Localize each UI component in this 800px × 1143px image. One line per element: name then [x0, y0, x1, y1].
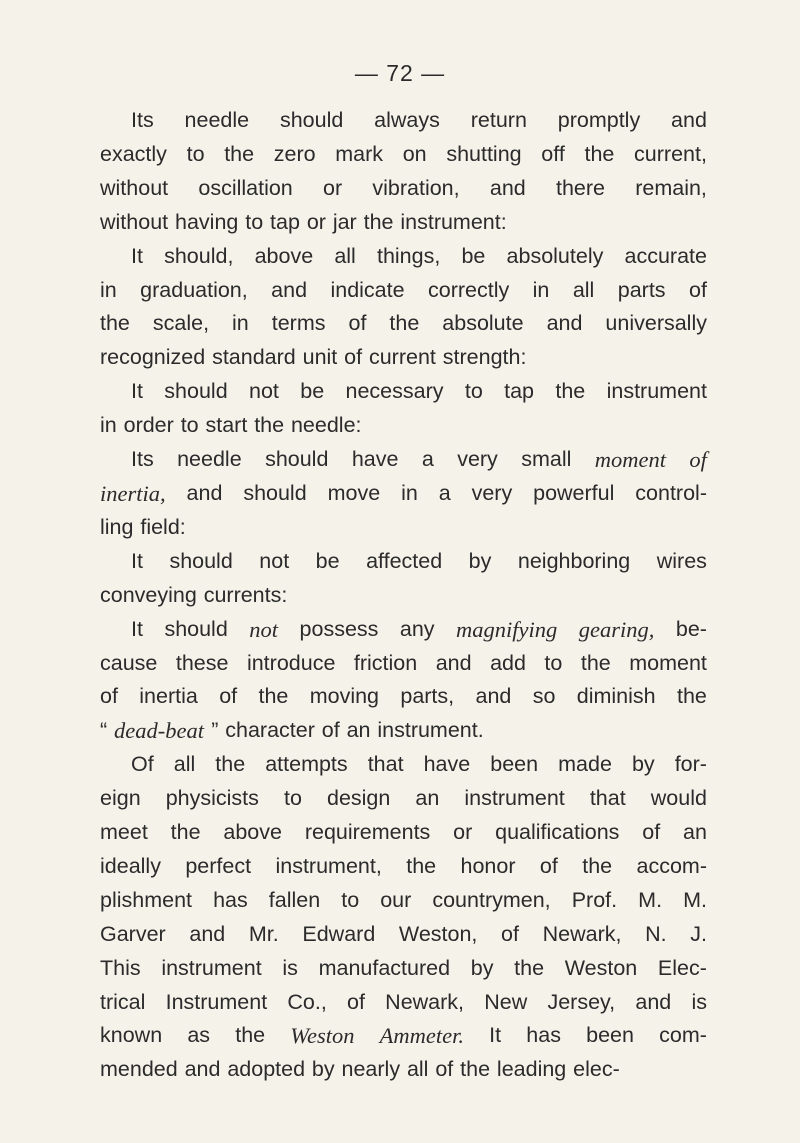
word: indicate [330, 277, 405, 302]
text-line [100, 613, 707, 647]
word: has [213, 887, 248, 912]
word: that [589, 786, 626, 811]
word: wires [656, 548, 707, 573]
word: current [368, 345, 436, 370]
word: should [265, 447, 329, 472]
word: qualifications [495, 820, 620, 845]
italic-word: Ammeter. [379, 1023, 464, 1049]
word: all [406, 1057, 429, 1082]
word: be- [675, 616, 707, 641]
italic-word: not [249, 616, 279, 642]
word: as [187, 1023, 211, 1048]
text-line [100, 748, 707, 782]
word: and [546, 311, 583, 336]
body-text [100, 104, 707, 1087]
word: honor [460, 853, 516, 878]
word: a [421, 447, 434, 472]
word: current, [634, 141, 707, 166]
word: the [580, 650, 611, 675]
word: an [415, 786, 440, 811]
word: neighboring [517, 548, 631, 573]
word: having [175, 209, 239, 234]
word: strength: [442, 345, 527, 370]
word: the [582, 853, 613, 878]
word: all [173, 752, 196, 777]
word: not [249, 379, 279, 404]
word: instrument [464, 786, 565, 811]
word: to [180, 413, 199, 438]
word: to [245, 209, 264, 234]
word: introduce [246, 650, 336, 675]
text-line [100, 782, 707, 816]
word: the [100, 311, 130, 336]
word: and [189, 921, 226, 946]
word: ” [211, 718, 219, 743]
word: inertia [139, 684, 198, 709]
word: com- [659, 1023, 707, 1048]
word: small [521, 447, 572, 472]
word: and [435, 650, 472, 675]
word: needle [184, 108, 250, 132]
word: and [271, 277, 308, 302]
word: made [558, 752, 612, 777]
word: order [123, 413, 174, 438]
word: needle: [290, 413, 362, 438]
word: zero [273, 141, 316, 166]
word: meet [100, 820, 148, 845]
word: in [100, 413, 117, 438]
word: things, [376, 243, 441, 268]
text-line [100, 307, 707, 341]
word: leading [496, 1057, 567, 1082]
word: of [100, 684, 118, 709]
word: ideally [100, 853, 161, 878]
word: promptly [557, 108, 641, 132]
word: standard [212, 345, 296, 370]
word: the [389, 311, 420, 336]
word: the [258, 684, 289, 709]
word: off [541, 141, 565, 166]
word: necessary [345, 379, 444, 404]
word: instrument [606, 379, 707, 404]
word: very [471, 480, 513, 505]
word: Weston [564, 955, 638, 980]
text-line [100, 409, 707, 443]
word: has [526, 1023, 561, 1048]
word: conveying [100, 582, 197, 607]
word: should [164, 379, 228, 404]
word: powerful [533, 480, 615, 505]
word: the [170, 820, 201, 845]
word: instrument: [400, 209, 507, 234]
word: Elec- [657, 955, 707, 980]
word: nearly [341, 1057, 401, 1082]
word: mark [335, 141, 384, 166]
word: without [100, 209, 169, 234]
text-line [100, 680, 707, 714]
word: Newark, [542, 921, 622, 946]
word: perfect [185, 853, 252, 878]
word: parts, [400, 684, 455, 709]
word: moving [309, 684, 380, 709]
word: affected [366, 548, 443, 573]
word: Instrument [165, 989, 268, 1014]
word: tap [270, 209, 300, 234]
word: exactly [100, 141, 167, 166]
word: currents: [203, 582, 288, 607]
word: It [131, 379, 143, 404]
word: and [489, 175, 526, 200]
word: accurate [624, 243, 707, 268]
word: and [671, 108, 707, 132]
word: the [514, 955, 545, 980]
word: attempts [265, 752, 348, 777]
word: by [470, 955, 494, 980]
text-line [100, 240, 707, 274]
italic-word: magnifying [456, 616, 558, 642]
word: tap [504, 379, 535, 404]
word: to [341, 887, 360, 912]
word: field: [140, 514, 186, 539]
word: on [402, 141, 427, 166]
word: the [406, 853, 437, 878]
word: should [169, 548, 233, 573]
word: the [584, 141, 615, 166]
word: the [224, 141, 255, 166]
word: above [223, 820, 282, 845]
word: Newark, [385, 989, 465, 1014]
word: for- [674, 752, 707, 777]
word: design [326, 786, 391, 811]
word: eign [100, 786, 141, 811]
word: instrument, [275, 853, 382, 878]
word: Its [131, 108, 154, 132]
word: parts [617, 277, 666, 302]
word: be [461, 243, 486, 268]
text-line [100, 850, 707, 884]
word: been [586, 1023, 634, 1048]
word: terms [271, 311, 326, 336]
word: instrument [161, 955, 262, 980]
word: all [572, 277, 595, 302]
word: of [501, 921, 519, 946]
word: It [489, 1023, 502, 1048]
italic-word: of [689, 447, 707, 473]
word: add [490, 650, 526, 675]
word: manufactured [318, 955, 451, 980]
word: have [351, 447, 399, 472]
word: ling [100, 514, 134, 539]
text-line [100, 138, 707, 172]
word: It [131, 243, 143, 268]
word: plishment [100, 887, 193, 912]
word: and [184, 1057, 221, 1082]
italic-word: Weston [290, 1023, 355, 1049]
word: “ [100, 718, 108, 743]
word: recognized [100, 345, 206, 370]
word: or [323, 175, 343, 200]
word: oscillation [198, 175, 293, 200]
word: needle [177, 447, 242, 472]
word: all [334, 243, 356, 268]
text-line [100, 714, 707, 748]
word: to [544, 650, 563, 675]
word: of [688, 277, 707, 302]
word: should [279, 108, 344, 132]
word: the [676, 684, 707, 709]
word: cause [100, 650, 158, 675]
word: Prof. [571, 887, 618, 912]
text-line [100, 511, 707, 545]
word: elec- [573, 1057, 620, 1082]
word: in [232, 311, 249, 336]
word: be [300, 379, 325, 404]
word: the [555, 379, 586, 404]
word: the [254, 413, 285, 438]
word: and [635, 989, 672, 1014]
word: M. [638, 887, 663, 912]
word: Edward [302, 921, 376, 946]
word: universally [605, 311, 707, 336]
word: is [691, 989, 707, 1014]
word: an [683, 820, 707, 845]
text-line [100, 884, 707, 918]
word: Mr. [248, 921, 279, 946]
word: by [468, 548, 492, 573]
italic-word: gearing, [578, 616, 655, 642]
word: that [367, 752, 404, 777]
word: and [475, 684, 512, 709]
text-line [100, 375, 707, 409]
word: the [460, 1057, 491, 1082]
word: a [438, 480, 451, 505]
text-line [100, 104, 707, 138]
word: these [175, 650, 229, 675]
word: of [539, 853, 558, 878]
text-line [100, 579, 707, 613]
word: been [490, 752, 539, 777]
word: countrymen, [432, 887, 551, 912]
word: in [532, 277, 550, 302]
word: or [306, 209, 326, 234]
word: of [347, 989, 365, 1014]
word: the [215, 752, 246, 777]
word: in [401, 480, 418, 505]
word: without [100, 175, 169, 200]
italic-word: dead-beat [114, 718, 205, 744]
word: return [470, 108, 527, 132]
text-line [100, 274, 707, 308]
word: This [100, 955, 141, 980]
word: there [555, 175, 605, 200]
word: to [186, 141, 205, 166]
word: or [453, 820, 473, 845]
word: character [225, 718, 315, 743]
word: above [254, 243, 314, 268]
word: move [327, 480, 381, 505]
word: our [380, 887, 412, 912]
italic-word: inertia, [100, 480, 166, 506]
word: in [100, 277, 117, 302]
word: any [399, 616, 435, 641]
text-line [100, 172, 707, 206]
text-line [100, 443, 707, 477]
word: moment [629, 650, 707, 675]
text-line [100, 816, 707, 850]
word: friction [353, 650, 418, 675]
word: absolutely [506, 243, 604, 268]
word: by [631, 752, 655, 777]
word: shutting [446, 141, 522, 166]
word: M. [683, 887, 707, 912]
word: the [363, 209, 394, 234]
text-line [100, 986, 707, 1020]
page-number: — 72 — [354, 60, 446, 86]
word: scale, [152, 311, 210, 336]
word: of [344, 345, 363, 370]
text-line [100, 918, 707, 952]
word: Co., [287, 989, 327, 1014]
word: vibration, [372, 175, 460, 200]
word: to [464, 379, 483, 404]
text-line [100, 477, 707, 511]
word: known [100, 1023, 163, 1048]
word: Jersey, [547, 989, 616, 1014]
word: mended [100, 1057, 178, 1082]
word: graduation, [140, 277, 248, 302]
word: trical [100, 989, 146, 1014]
word: Garver [100, 921, 166, 946]
word: remain, [635, 175, 707, 200]
word: fallen [268, 887, 321, 912]
word: diminish [576, 684, 656, 709]
italic-word: moment [594, 447, 667, 473]
text-line [100, 1019, 707, 1053]
word: It [131, 616, 143, 641]
word: control- [635, 480, 707, 505]
word: New [484, 989, 528, 1014]
word: It [131, 548, 143, 573]
word: of [348, 311, 367, 336]
word: instrument. [377, 718, 484, 743]
word: accom- [636, 853, 707, 878]
text-line [100, 952, 707, 986]
word: to [283, 786, 302, 811]
word: by [311, 1057, 335, 1082]
word: so [532, 684, 556, 709]
word: absolute [442, 311, 524, 336]
word: possess [299, 616, 379, 641]
word: physicists [165, 786, 259, 811]
word: Its [131, 447, 154, 472]
word: adopted [227, 1057, 306, 1082]
word: requirements [304, 820, 431, 845]
word: start [205, 413, 248, 438]
text-line [100, 545, 707, 579]
word: N. [645, 921, 667, 946]
word: always [374, 108, 440, 132]
text-line [100, 206, 707, 240]
word: of [219, 684, 238, 709]
text-line [100, 647, 707, 681]
word: should [243, 480, 307, 505]
word: have [423, 752, 471, 777]
word: correctly [428, 277, 510, 302]
word: not [259, 548, 290, 573]
word: very [457, 447, 498, 472]
text-line [100, 341, 707, 375]
word: of [321, 718, 340, 743]
word: be [315, 548, 340, 573]
word: should [164, 616, 228, 641]
word: the [235, 1023, 266, 1048]
word: of [642, 820, 661, 845]
word: would [650, 786, 707, 811]
word: and [186, 480, 223, 505]
word: should, [164, 243, 234, 268]
word: jar [332, 209, 357, 234]
word: unit [302, 345, 338, 370]
word: Of [131, 752, 154, 777]
word: is [282, 955, 298, 980]
word: J. [690, 921, 707, 946]
text-line [100, 1053, 707, 1087]
word: an [346, 718, 371, 743]
word: Weston, [398, 921, 478, 946]
word: of [435, 1057, 454, 1082]
